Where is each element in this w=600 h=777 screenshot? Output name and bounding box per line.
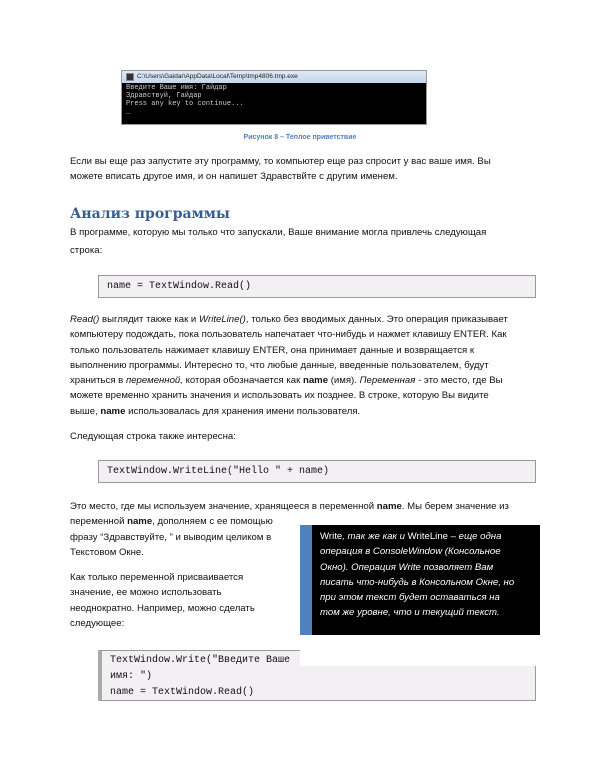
text: WriteLine <box>407 531 448 542</box>
text: Read() <box>70 314 100 325</box>
occluding-area <box>300 648 550 666</box>
text-line: значение, ее можно использовать <box>70 587 222 599</box>
figure-caption: Рисунок 8 – Теплое приветствие <box>243 134 357 141</box>
window-title: C:\Users\Gaidar\AppData\Local\Temp\tmp4806.tmp.exe <box>137 73 298 80</box>
text: – еще одна <box>448 531 502 542</box>
text-line: можете временно хранить значения и использовать их позднее. В строке, которую Вы видите <box>70 390 489 402</box>
code-line: имя: ") <box>110 671 153 682</box>
console-output <box>122 83 426 117</box>
text: Переменная - <box>359 375 422 387</box>
section-heading: Анализ программы <box>70 206 230 222</box>
code-block: TextWindow.WriteLine("Hello " + name) <box>98 460 536 483</box>
console-line: Здравствуй, Гайдар <box>126 92 202 100</box>
paragraph <box>70 224 486 260</box>
text-line: операция в ConsoleWindow (Консольное <box>320 546 501 558</box>
sidebar-note <box>300 525 540 635</box>
text: переменной, <box>125 375 183 387</box>
paragraph <box>70 154 491 185</box>
text: которая обозначается как <box>182 375 303 387</box>
text-line: писать что-нибудь в Консольном Окне, но <box>320 576 515 588</box>
paragraph <box>70 570 255 631</box>
text-line: В программе, которую мы только что запускали, Ваше внимание могла привлечь следующая <box>70 227 487 238</box>
text-line: компьютеру подождать, пока пользователь напечатает что-нибудь и нажмет клавишу ENTER. Как <box>70 329 507 341</box>
text: name <box>127 516 153 528</box>
console-screenshot <box>121 70 427 125</box>
text: использовалась для хранения имени пользователя. <box>125 405 361 417</box>
text-line: Текстовом Окне. <box>70 546 144 558</box>
code-line: TextWindow.Write("Введите Ваше <box>110 655 291 666</box>
console-cursor: _ <box>126 108 131 116</box>
text-line: неоднократно. Например, можно сделать <box>70 602 255 614</box>
text: , только без вводимых данных. Это операция приказывает <box>245 314 508 325</box>
text: name <box>376 501 402 512</box>
text: name <box>302 375 329 387</box>
text: (имя). <box>328 375 360 387</box>
text-line: при этом текст будет оставаться на <box>320 592 500 604</box>
paragraph <box>70 312 508 419</box>
code-block: name = TextWindow.Read() <box>98 275 536 298</box>
console-icon <box>126 73 134 81</box>
text: храниться в <box>70 375 126 387</box>
text: выше, <box>70 405 101 417</box>
text-line: Если вы еще раз запустите эту программу, то компьютер еще раз спросит у вас ваше имя. Вы <box>70 156 491 167</box>
text: , так же как и <box>342 531 408 542</box>
text-line: только пользователь нажимает клавишу ENTER, она принимает данные и возвращается к <box>70 344 475 356</box>
text: . Мы берем значение из <box>401 501 509 512</box>
text: , дополняем с ее помощью <box>152 516 273 528</box>
text: Это место, где мы используем значение, хранящееся в переменной <box>70 501 377 512</box>
text-line: том же уровне, что и текущий текст. <box>320 607 500 619</box>
code-line: name = TextWindow.Read() <box>110 687 255 698</box>
text-line: фразу “Здравствуйте, ” и выводим целиком в <box>70 531 272 543</box>
text: выглядит также как и <box>99 314 199 325</box>
text-line: строка: <box>70 245 103 256</box>
text-line: следующее: <box>70 617 125 629</box>
text: WriteLine() <box>198 314 246 325</box>
text: переменной <box>70 516 128 528</box>
text: Write <box>320 531 343 542</box>
text-line: Окно). Операция Write позволяет Вам <box>320 561 494 573</box>
console-line: Press any key to continue... <box>126 100 244 108</box>
text: name <box>100 405 126 417</box>
text-line: Как только переменной присваивается <box>70 572 244 583</box>
text: это место, где Вы <box>421 375 503 387</box>
text-line: можете вписать другое имя, и он напишет Здравствйте с другим именем. <box>70 171 398 183</box>
paragraph: Следующая строка также интересна: <box>70 431 236 442</box>
console-line: Введите Ваше имя: Гайдар <box>126 84 227 92</box>
text-line: выполнению программы. Интересно то, что любые данные, введенные пользователем, будут <box>70 359 489 371</box>
console-title-bar <box>122 71 426 83</box>
